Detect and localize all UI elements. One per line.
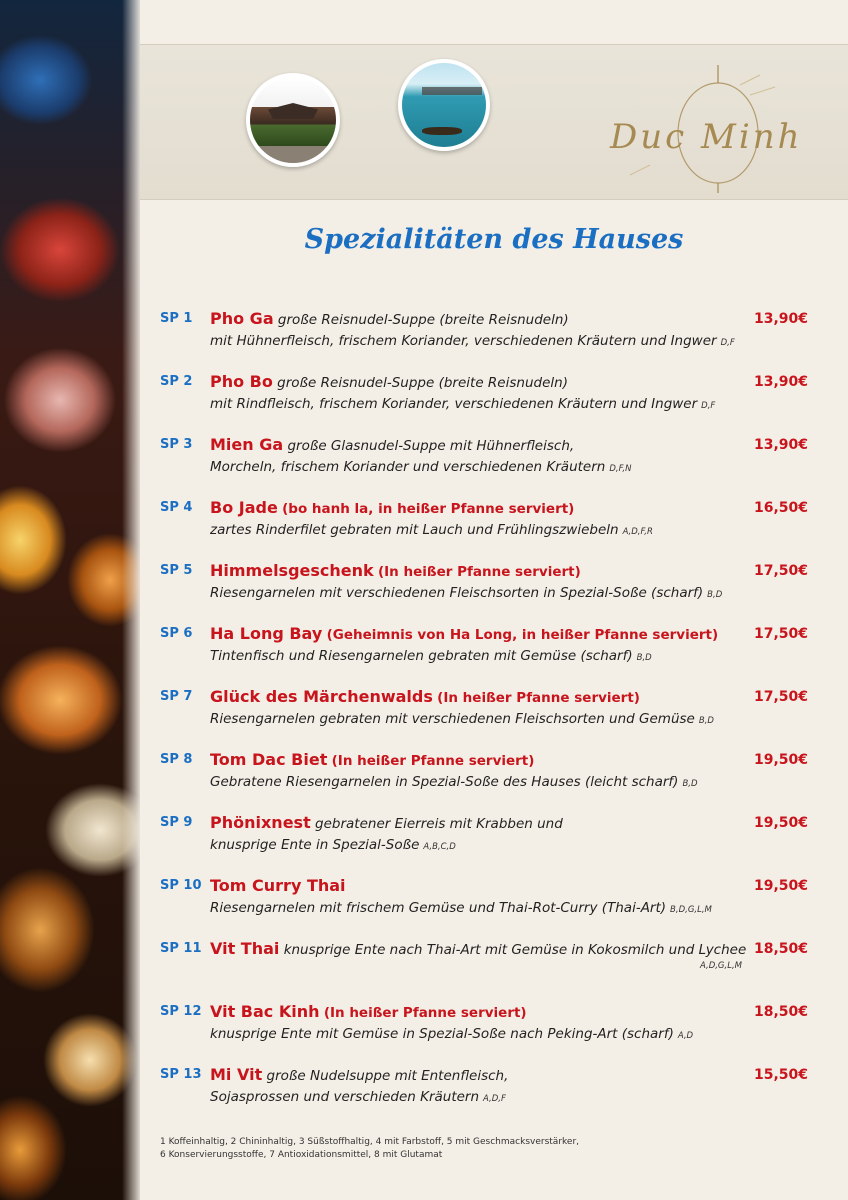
- allergen-codes: B,D: [707, 590, 723, 600]
- item-code: SP 11: [160, 941, 202, 956]
- item-code: SP 1: [160, 311, 193, 326]
- item-price: 13,90€: [753, 374, 808, 390]
- item-code: SP 9: [160, 815, 193, 830]
- menu-item: [160, 497, 820, 560]
- item-price: 19,50€: [753, 815, 808, 831]
- dish-description: mit Rindfleisch, frischem Koriander, verschiedenen Kräutern und Ingwer: [210, 396, 698, 412]
- dish-name: Pho Bo: [210, 372, 273, 391]
- dish-description: Riesengarnelen gebraten mit verschiedenen Fleischsorten und Gemüse: [210, 711, 695, 727]
- dish-name: Ha Long Bay: [210, 624, 323, 643]
- item-line-2: [210, 898, 770, 921]
- dish-name: Tom Curry Thai: [210, 876, 346, 895]
- header-band: [140, 44, 848, 200]
- item-line-1: [210, 623, 770, 646]
- menu-list: [160, 308, 820, 1127]
- item-line-1: [210, 560, 770, 583]
- item-price: 19,50€: [753, 752, 808, 768]
- item-body: [210, 749, 770, 795]
- dish-name: Mien Ga: [210, 435, 284, 454]
- item-line-2: [210, 835, 770, 858]
- item-body: [210, 812, 770, 858]
- allergen-codes: D,F: [720, 338, 735, 348]
- dish-name: Bo Jade: [210, 498, 278, 517]
- item-line-2: [210, 1087, 770, 1110]
- dish-name: Glück des Märchenwalds: [210, 687, 433, 706]
- logo-text: Duc Minh: [610, 117, 803, 157]
- menu-item: [160, 434, 820, 497]
- dish-description: Riesengarnelen mit verschiedenen Fleischsorten in Spezial-Soße (scharf): [210, 585, 704, 601]
- dish-note: (Geheimnis von Ha Long, in heißer Pfanne serviert): [326, 627, 719, 643]
- item-body: [210, 875, 770, 921]
- footnote-line-2: 6 Konservierungsstoffe, 7 Antioxidationsmittel, 8 mit Glutamat: [160, 1150, 443, 1160]
- item-line-1: [210, 749, 770, 772]
- item-line-1: [210, 1001, 770, 1024]
- dish-note: (In heißer Pfanne serviert): [331, 753, 535, 769]
- allergen-codes: A,D,G,L,M: [700, 961, 742, 971]
- item-line-2: [210, 772, 770, 795]
- allergen-codes: B,D,G,L,M: [670, 905, 712, 915]
- footnote: [160, 1136, 760, 1162]
- item-line-1: [210, 497, 770, 520]
- menu-item: [160, 560, 820, 623]
- item-code: SP 8: [160, 752, 193, 767]
- item-line-1: [210, 875, 770, 898]
- item-line-1: [210, 434, 770, 457]
- menu-item: [160, 749, 820, 812]
- dish-description: zartes Rinderfilet gebraten mit Lauch und Frühlingszwiebeln: [210, 522, 619, 538]
- item-price: 17,50€: [753, 626, 808, 642]
- dish-note: (bo hanh la, in heißer Pfanne serviert): [282, 501, 575, 517]
- item-price: 13,90€: [753, 437, 808, 453]
- item-price: 13,90€: [753, 311, 808, 327]
- footnote-line-1: 1 Koffeinhaltig, 2 Chininhaltig, 3 Süßstoffhaltig, 4 mit Farbstoff, 5 mit Geschmacksverstärker,: [160, 1137, 580, 1147]
- item-code: SP 7: [160, 689, 193, 704]
- dish-description: knusprige Ente in Spezial-Soße: [210, 837, 420, 853]
- item-body: [210, 371, 770, 417]
- item-body: [210, 308, 770, 354]
- item-line-1: [210, 308, 770, 331]
- item-code: SP 13: [160, 1067, 202, 1082]
- item-line-1: [210, 1064, 770, 1087]
- item-body: [210, 434, 770, 480]
- dish-note: (In heißer Pfanne serviert): [323, 1005, 527, 1021]
- dish-description: knusprige Ente nach Thai-Art mit Gemüse in Kokosmilch und Lychee: [283, 942, 747, 958]
- dish-name: Himmelsgeschenk: [210, 561, 374, 580]
- item-line-2: [210, 331, 770, 354]
- dish-description: Tintenfisch und Riesengarnelen gebraten mit Gemüse (scharf): [210, 648, 633, 664]
- item-price: 15,50€: [753, 1067, 808, 1083]
- item-body: [210, 1064, 770, 1110]
- dish-name: Tom Dac Biet: [210, 750, 328, 769]
- dish-name: Pho Ga: [210, 309, 274, 328]
- menu-item: [160, 686, 820, 749]
- dish-description: große Reisnudel-Suppe (breite Reisnudeln): [277, 375, 568, 391]
- item-body: [210, 1001, 770, 1047]
- menu-item: [160, 875, 820, 938]
- dish-description: Sojasprossen und verschieden Kräutern: [210, 1089, 480, 1105]
- allergen-codes: B,D: [698, 716, 714, 726]
- dish-description: Morcheln, frischem Koriander und verschiedenen Kräutern: [210, 459, 606, 475]
- allergen-codes: A,D: [677, 1031, 694, 1041]
- item-price: 18,50€: [753, 941, 808, 957]
- item-body: [210, 938, 770, 971]
- dish-description: große Reisnudel-Suppe (breite Reisnudeln): [277, 312, 569, 328]
- dish-description: große Nudelsuppe mit Entenfleisch,: [266, 1068, 509, 1084]
- item-line-1: [210, 371, 770, 394]
- allergen-codes: D,F: [701, 401, 716, 411]
- dish-name: Phönixnest: [210, 813, 311, 832]
- dish-name: Vit Thai: [210, 939, 280, 958]
- lantern-photo-strip: [0, 0, 140, 1200]
- allergen-codes: A,D,F,R: [622, 527, 653, 537]
- dish-description: knusprige Ente mit Gemüse in Spezial-Soße nach Peking-Art (scharf): [210, 1026, 674, 1042]
- dish-description: mit Hühnerfleisch, frischem Koriander, verschiedenen Kräutern und Ingwer: [210, 333, 717, 349]
- item-price: 17,50€: [753, 689, 808, 705]
- menu-item: [160, 623, 820, 686]
- item-code: SP 4: [160, 500, 193, 515]
- item-line-2: [210, 583, 770, 606]
- item-code: SP 2: [160, 374, 193, 389]
- menu-item: [160, 308, 820, 371]
- allergen-codes: A,B,C,D: [423, 842, 456, 852]
- item-line-1: [210, 938, 770, 961]
- item-line-2: [210, 520, 770, 543]
- allergen-codes: D,F,N: [609, 464, 632, 474]
- allergen-codes: A,D,F: [483, 1094, 506, 1104]
- logo: [590, 65, 830, 195]
- page-title: Spezialitäten des Hauses: [304, 224, 684, 255]
- dish-description: große Glasnudel-Suppe mit Hühnerfleisch,: [287, 438, 575, 454]
- item-price: 18,50€: [753, 1004, 808, 1020]
- menu-item: [160, 371, 820, 434]
- item-line-2: [210, 394, 770, 417]
- item-line-1: [210, 686, 770, 709]
- item-body: [210, 686, 770, 732]
- item-line-2: [210, 646, 770, 669]
- item-body: [210, 497, 770, 543]
- item-price: 19,50€: [753, 878, 808, 894]
- menu-item: [160, 1001, 820, 1064]
- item-line-2: [210, 1024, 770, 1047]
- dish-note: (In heißer Pfanne serviert): [437, 690, 640, 706]
- dish-name: Mi Vit: [210, 1065, 263, 1084]
- item-code: SP 10: [160, 878, 202, 893]
- item-price: 16,50€: [753, 500, 808, 516]
- item-line-1: [210, 812, 770, 835]
- dish-name: Vit Bac Kinh: [210, 1002, 320, 1021]
- dish-description: Gebratene Riesengarnelen in Spezial-Soße des Hauses (leicht scharf): [210, 774, 679, 790]
- item-code: SP 3: [160, 437, 193, 452]
- item-code: SP 12: [160, 1004, 202, 1019]
- temple-photo: [246, 73, 340, 167]
- allergen-codes: B,D: [682, 779, 698, 789]
- item-line-2: [210, 457, 770, 480]
- item-code: SP 6: [160, 626, 193, 641]
- item-line-2: [210, 709, 770, 732]
- dish-note: (In heißer Pfanne serviert): [377, 564, 581, 580]
- allergen-codes: B,D: [636, 653, 652, 663]
- item-code: SP 5: [160, 563, 193, 578]
- river-photo: [398, 59, 490, 151]
- item-price: 17,50€: [753, 563, 808, 579]
- menu-item: [160, 938, 820, 1001]
- menu-item: [160, 1064, 820, 1127]
- item-body: [210, 623, 770, 669]
- dish-description: Riesengarnelen mit frischem Gemüse und Thai-Rot-Curry (Thai-Art): [210, 900, 667, 916]
- item-body: [210, 560, 770, 606]
- menu-item: [160, 812, 820, 875]
- dish-description: gebratener Eierreis mit Krabben und: [315, 816, 563, 832]
